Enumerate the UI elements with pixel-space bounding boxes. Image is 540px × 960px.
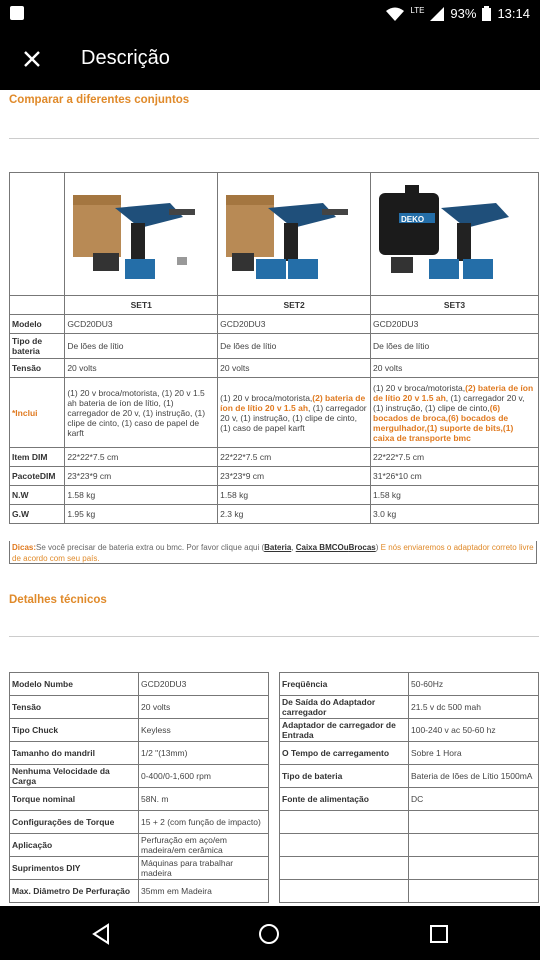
spec-value: 1/2 "(13mm): [139, 742, 269, 765]
cell: 1.58 kg: [371, 486, 539, 505]
cell: 2.3 kg: [218, 505, 371, 524]
spec-value: GCD20DU3: [139, 673, 269, 696]
text: , (1) carregador 20 v, (1) instrução, (1) clipe de cinto,: [373, 392, 525, 413]
spec-value: Máquinas para trabalhar madeira: [139, 857, 269, 880]
spec-value: Keyless: [139, 719, 269, 742]
specs-table-left: [9, 672, 269, 903]
row-label-tipo-bateria: Tipo de bateria: [10, 334, 65, 359]
tips-orange: E nós enviaremos o adaptador correto livre de acordo com seu país.: [12, 543, 534, 563]
spec-value: [409, 834, 539, 857]
set1-image: [65, 173, 218, 296]
set-header: SET3: [371, 296, 539, 315]
link-caixa-bmc[interactable]: Caixa BMC: [295, 543, 338, 552]
spec-label: Tipo de bateria: [280, 765, 409, 788]
row-label-inclui: *Inclui: [10, 378, 65, 448]
cell-signal-icon: [430, 7, 444, 21]
clock: 13:14: [497, 6, 530, 21]
spec-row: [280, 719, 539, 742]
tips-note: Dicas:Se você precisar de bateria extra ou bmc. Por favor clique aqui (Bateria, Caixa BMCOuBrocas) E nós enviaremos o adaptador correto livre de acordo com seu país.: [9, 541, 537, 564]
spec-row: [10, 765, 269, 788]
status-bar: [0, 0, 540, 29]
cell: 20 volts: [218, 359, 371, 378]
cell: 20 volts: [371, 359, 539, 378]
battery-icon: [482, 6, 491, 21]
cell: 22*22*7.5 cm: [371, 448, 539, 467]
drill-kit-image: [65, 173, 216, 293]
spec-value: Bateria de Iões de Lítio 1500mA: [409, 765, 539, 788]
spec-label: Modelo Numbe: [10, 673, 139, 696]
spec-label: Fonte de alimentação: [280, 788, 409, 811]
home-icon[interactable]: [258, 923, 280, 945]
cell: GCD20DU3: [65, 315, 218, 334]
spec-row: [10, 673, 269, 696]
row-label-pacote-dim: PacoteDIM: [10, 467, 65, 486]
cell: 31*26*10 cm: [371, 467, 539, 486]
cell: De lões de lítio: [371, 334, 539, 359]
spec-value: Perfuração em aço/em madeira/em cerâmica: [139, 834, 269, 857]
spec-value: 50-60Hz: [409, 673, 539, 696]
spec-label: Aplicação: [10, 834, 139, 857]
spec-row: [10, 811, 269, 834]
row-label-nw: N.W: [10, 486, 65, 505]
cell: 3.0 kg: [371, 505, 539, 524]
spec-label: Adaptador de carregador de Entrada: [280, 719, 409, 742]
app-bar: [0, 29, 540, 90]
spec-value: 100-240 v ac 50-60 hz: [409, 719, 539, 742]
spec-label: Torque nominal: [10, 788, 139, 811]
close-icon[interactable]: [20, 47, 44, 71]
spec-row: [280, 788, 539, 811]
cell: 20 volts: [65, 359, 218, 378]
spec-label: Tamanho do mandril: [10, 742, 139, 765]
spec-row: [10, 880, 269, 903]
spec-value: 20 volts: [139, 696, 269, 719]
spec-value: 35mm em Madeira: [139, 880, 269, 903]
wifi-icon: [386, 7, 404, 21]
row-label-modelo: Modelo: [10, 315, 65, 334]
tips-text: Se você precisar de bateria extra ou bmc. Por favor clique aqui (: [36, 543, 265, 552]
cell: 22*22*7.5 cm: [218, 448, 371, 467]
empty-cell: [10, 173, 65, 296]
spec-row: [10, 719, 269, 742]
description-content[interactable]: [0, 90, 540, 906]
recents-icon[interactable]: [428, 923, 450, 945]
sets-table: [9, 172, 539, 524]
spec-label: O Tempo de carregamento: [280, 742, 409, 765]
spec-label: Freqüência: [280, 673, 409, 696]
specs-table-right: [279, 672, 539, 903]
cell: [218, 378, 371, 448]
highlight-text: (2) bateria de íon de lítio 20 v 1.5 ah: [220, 392, 366, 413]
cell: (1) 20 v broca/motorista, (1) 20 v 1.5 ah bateria de íon de lítio, (1) carregador de 20 v, (1) instrução, (1) clipe de cinto, (1) caso de papel de karft: [65, 378, 218, 448]
spec-label: De Saída do Adaptador carregador: [280, 696, 409, 719]
spec-row: [10, 857, 269, 880]
empty-cell: [10, 296, 65, 315]
tips-prefix: Dicas:: [12, 543, 37, 552]
set-header: SET2: [218, 296, 371, 315]
divider: [9, 138, 539, 139]
spec-label: Tipo Chuck: [10, 719, 139, 742]
spec-label: [280, 880, 409, 903]
set2-image: [218, 173, 371, 296]
spec-row: [10, 696, 269, 719]
notification-icon: [10, 6, 24, 20]
spec-row: [280, 765, 539, 788]
signal-label: LTE: [410, 6, 425, 15]
drill-case-image: [371, 173, 537, 293]
spec-row: [280, 742, 539, 765]
spec-row: [10, 742, 269, 765]
spec-row: [280, 834, 539, 857]
section-title-specs: Detalhes técnicos: [9, 594, 107, 606]
cell: 1.95 kg: [65, 505, 218, 524]
cell: GCD20DU3: [371, 315, 539, 334]
spec-value: [409, 811, 539, 834]
spec-label: Max. Diâmetro De Perfuração: [10, 880, 139, 903]
link-ou[interactable]: Ou: [337, 543, 349, 552]
spec-label: [280, 811, 409, 834]
spec-row: [280, 696, 539, 719]
spec-value: 21.5 v dc 500 mah: [409, 696, 539, 719]
navigation-bar: [0, 906, 540, 960]
spec-value: [409, 880, 539, 903]
highlight-text: (2) bateria de íon de lítio 20 v 1.5 ah: [373, 382, 534, 403]
spec-label: Tensão: [10, 696, 139, 719]
row-label-item-dim: Item DIM: [10, 448, 65, 467]
spec-row: [280, 811, 539, 834]
text: (1) 20 v broca/motorista,: [373, 382, 466, 393]
drill-kit-image: [218, 173, 369, 293]
divider: [9, 636, 539, 637]
cell: [371, 378, 539, 448]
page-title: Descrição: [81, 47, 170, 69]
spec-label: Nenhuma Velocidade da Carga: [10, 765, 139, 788]
text: (1) 20 v broca/motorista,: [220, 392, 313, 403]
cell: 1.58 kg: [218, 486, 371, 505]
cell: 23*23*9 cm: [218, 467, 371, 486]
link-brocas[interactable]: Brocas: [348, 543, 376, 552]
spec-value: [409, 857, 539, 880]
back-icon[interactable]: [90, 923, 112, 945]
spec-row: [280, 857, 539, 880]
spec-value: 0-400/0-1,600 rpm: [139, 765, 269, 788]
spec-value: Sobre 1 Hora: [409, 742, 539, 765]
cell: De lões de lítio: [218, 334, 371, 359]
spec-value: 58N. m: [139, 788, 269, 811]
spec-row: [280, 673, 539, 696]
tips-after: ): [375, 543, 381, 552]
spec-row: [280, 880, 539, 903]
set3-image: [371, 173, 539, 296]
row-label-tensao: Tensão: [10, 359, 65, 378]
spec-row: [10, 788, 269, 811]
cell: 23*23*9 cm: [65, 467, 218, 486]
highlight-text: (6) bocados de broca,(6) bocados de mergulhador,(1) suporte de bits,(1) caixa de transporte bmc: [373, 402, 514, 443]
link-bateria[interactable]: Bateria: [264, 543, 292, 552]
battery-percent: 93%: [450, 6, 477, 21]
section-title-compare: Comparar a diferentes conjuntos: [9, 94, 190, 106]
spec-label: [280, 834, 409, 857]
spec-label: [280, 857, 409, 880]
spec-row: [10, 834, 269, 857]
set-header: SET1: [65, 296, 218, 315]
row-label-gw: G.W: [10, 505, 65, 524]
spec-value: DC: [409, 788, 539, 811]
spec-label: Suprimentos DIY: [10, 857, 139, 880]
text: , (1) carregador 20 v, (1) instrução, (1) clipe de cinto, (1) caso de papel karft: [220, 402, 367, 433]
spec-label: Configurações de Torque: [10, 811, 139, 834]
cell: 22*22*7.5 cm: [65, 448, 218, 467]
cell: GCD20DU3: [218, 315, 371, 334]
cell: De lões de lítio: [65, 334, 218, 359]
spec-value: 15 + 2 (com função de impacto): [139, 811, 269, 834]
brand-logo: DEKO: [401, 215, 425, 224]
cell: 1.58 kg: [65, 486, 218, 505]
